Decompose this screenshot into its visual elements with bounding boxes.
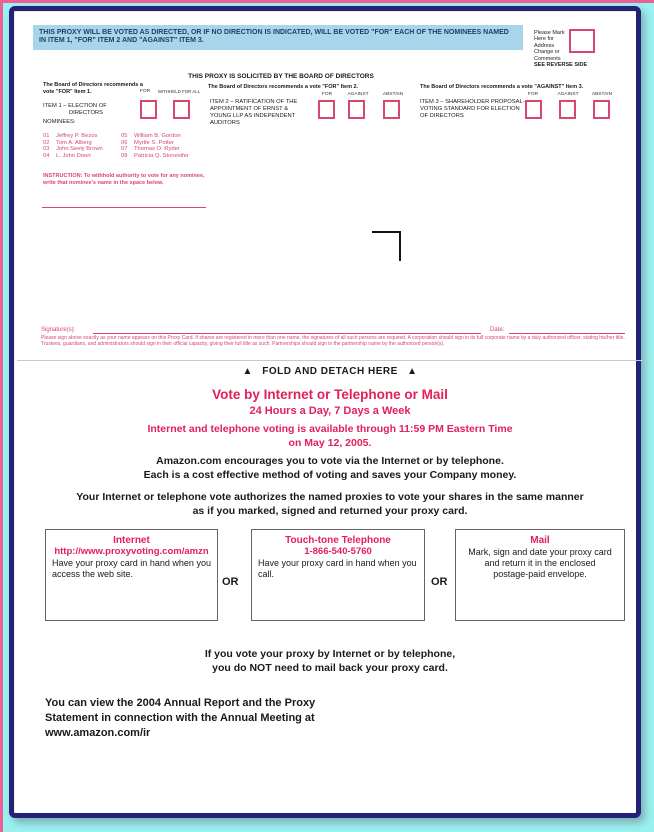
encourage-line2: Each is a cost effective method of voting and saves your Company money. xyxy=(143,469,517,481)
item2-for-label: FOR xyxy=(321,92,333,97)
item1-title-line2: DIRECTORS xyxy=(69,110,104,116)
nominee-row xyxy=(121,146,189,153)
mail-box-title: Mail xyxy=(530,535,550,546)
nominee-row xyxy=(121,133,189,140)
solicited-title: THIS PROXY IS SOLICITED BY THE BOARD OF DIRECTORS xyxy=(188,73,374,80)
or-separator-1: OR xyxy=(222,576,239,588)
nominee-row xyxy=(43,146,103,153)
telephone-box-body: Have your proxy card in hand when you call. xyxy=(258,558,417,579)
annual-report-line2: Statement in connection with the Annual Meeting at xyxy=(45,712,315,724)
telephone-number: 1-866-540-5760 xyxy=(304,546,372,557)
item2-against-label: AGAINST xyxy=(347,92,369,97)
authorize-line1: Your Internet or telephone vote authorizes the named proxies to vote your shares in the same manner xyxy=(76,491,584,503)
nominee-num: 06 xyxy=(121,139,128,146)
nominee-row xyxy=(43,133,103,140)
fold-triangle-icon: ▲ xyxy=(407,366,418,377)
address-change-note: Please Mark Here for Address Change or Comments xyxy=(534,30,565,62)
corner-registration-mark xyxy=(372,231,401,261)
mail-option-box xyxy=(455,529,625,621)
item3-for-checkbox[interactable] xyxy=(525,100,542,119)
no-mail-note-line1: If you vote your proxy by Internet or by telephone, xyxy=(204,648,456,660)
availability-line1: Internet and telephone voting is available through 11:59 PM Eastern Time xyxy=(147,423,513,435)
vote-methods-heading: Vote by Internet or Telephone or Mail xyxy=(212,387,448,402)
internet-box-title: Internet xyxy=(113,535,150,546)
nominee-name: Patricia Q. Stonesifer xyxy=(134,152,189,159)
nominee-row xyxy=(43,140,103,147)
telephone-option-box xyxy=(251,529,425,621)
vote-hours-subheading: 24 Hours a Day, 7 Days a Week xyxy=(249,405,411,417)
fold-label-text: FOLD AND DETACH HERE xyxy=(262,366,398,377)
or-separator-2: OR xyxy=(431,576,448,588)
item1-for-label: FOR xyxy=(139,89,151,94)
availability-line2: on May 12, 2005. xyxy=(288,437,372,449)
nominee-num: 03 xyxy=(43,146,50,153)
nominee-name: William B. Gordon xyxy=(134,133,181,139)
item3-against-label: AGAINST xyxy=(557,92,579,97)
item1-title-line1: ITEM 1 – ELECTION OF xyxy=(43,103,107,109)
item3-recommendation: The Board of Directors recommends a vote "AGAINST" Item 3. xyxy=(420,84,584,90)
item1-withheld-label: WITHHELD FOR ALL xyxy=(157,89,201,94)
item2-abstain-label: ABSTAIN xyxy=(382,92,404,97)
internet-url[interactable]: http://www.proxyvoting.com/amzn xyxy=(54,546,209,557)
item3-title: ITEM 3 – SHAREHOLDER PROPOSAL- VOTING STANDARD FOR ELECTION OF DIRECTORS xyxy=(420,99,525,119)
no-mail-note-line2: you do NOT need to mail back your proxy card. xyxy=(212,662,448,674)
nominee-num: 07 xyxy=(121,146,128,153)
item3-for-label: FOR xyxy=(527,92,539,97)
internet-box-body: Have your proxy card in hand when you access the web site. xyxy=(52,558,211,579)
item1-withheld-checkbox[interactable] xyxy=(173,100,190,119)
address-change-checkbox[interactable] xyxy=(569,29,595,53)
item2-for-checkbox[interactable] xyxy=(318,100,335,119)
annual-report-line1: You can view the 2004 Annual Report and the Proxy xyxy=(45,697,316,709)
encourage-line1: Amazon.com encourages you to vote via the Internet or by telephone. xyxy=(156,455,504,467)
item2-recommendation: The Board of Directors recommends a vote "FOR" Item 2. xyxy=(208,84,359,90)
nominee-num: 01 xyxy=(43,133,50,139)
nominee-row xyxy=(121,153,189,160)
nominee-name: Thomas O. Ryder xyxy=(134,146,180,153)
voting-direction-banner: THIS PROXY WILL BE VOTED AS DIRECTED, OR IF NO DIRECTION IS INDICATED, WILL BE VOTED "FOR" EACH OF THE NOMINEES NAMED IN ITEM 1, "FOR" ITEM 2 AND "AGAINST" ITEM 3. xyxy=(33,25,523,50)
withhold-instruction: INSTRUCTION: To withhold authority to vote for any nominee, write that nominee's name in the space below. xyxy=(43,173,205,186)
nominee-name: Tom A. Alberg xyxy=(56,139,92,146)
signature-legal-text: Please sign above exactly as your name appears on this Proxy Card. If shares are registered in more than one name, the signatures of all such persons are required. A corporation should sign in its full corporate name by a duly authorized officer, stating his/her title. Trustees, guardians, and administrators should sign in their official capacity, giving their full title as such. Partnerships should sign in the partnership name by the authorized person(s). xyxy=(41,335,625,347)
item3-abstain-label: ABSTAIN xyxy=(591,92,613,97)
item2-abstain-checkbox[interactable] xyxy=(383,100,400,119)
signature-label: Signature(s): xyxy=(41,327,76,333)
nominee-name: John Seely Brown xyxy=(56,146,103,153)
nominee-name: Myrtle S. Potter xyxy=(134,139,174,146)
nominee-num: 08 xyxy=(121,152,128,159)
nominee-list-col1 xyxy=(43,133,103,159)
fold-triangle-icon: ▲ xyxy=(242,366,253,377)
nominee-name: L. John Doerr xyxy=(56,152,92,159)
annual-report-url[interactable]: www.amazon.com/ir xyxy=(45,727,151,739)
nominee-row xyxy=(121,140,189,147)
item3-abstain-checkbox[interactable] xyxy=(593,100,610,119)
item2-against-checkbox[interactable] xyxy=(348,100,365,119)
internet-option-box xyxy=(45,529,218,621)
mail-box-body: Mark, sign and date your proxy card and return it in the enclosed postage-paid envelope. xyxy=(468,547,612,579)
nominees-label: NOMINEES: xyxy=(43,119,76,125)
date-label: Date: xyxy=(490,327,505,333)
item2-title: ITEM 2 – RATIFICATION OF THE APPOINTMENT OF ERNST & YOUNG LLP AS INDEPENDENT AUDITORS xyxy=(210,99,298,126)
nominee-num: 02 xyxy=(43,139,50,146)
fold-and-detach-label xyxy=(160,366,500,377)
nominee-name: Jeffrey P. Bezos xyxy=(56,133,98,139)
nominee-num: 04 xyxy=(43,152,50,159)
item1-recommendation: The Board of Directors recommends a vote "FOR" Item 1. xyxy=(43,82,143,95)
telephone-box-title: Touch-tone Telephone xyxy=(285,535,391,546)
item3-against-checkbox[interactable] xyxy=(559,100,576,119)
nominee-row xyxy=(43,153,103,160)
signature-line[interactable] xyxy=(93,325,481,334)
nominee-list-col2 xyxy=(121,133,189,159)
see-reverse-side-label: SEE REVERSE SIDE xyxy=(534,62,588,68)
withhold-writein-line[interactable] xyxy=(42,199,206,208)
date-line[interactable] xyxy=(509,325,625,334)
authorize-line2: as if you marked, signed and returned your proxy card. xyxy=(192,505,468,517)
fold-divider xyxy=(17,360,643,361)
nominee-num: 05 xyxy=(121,133,128,139)
